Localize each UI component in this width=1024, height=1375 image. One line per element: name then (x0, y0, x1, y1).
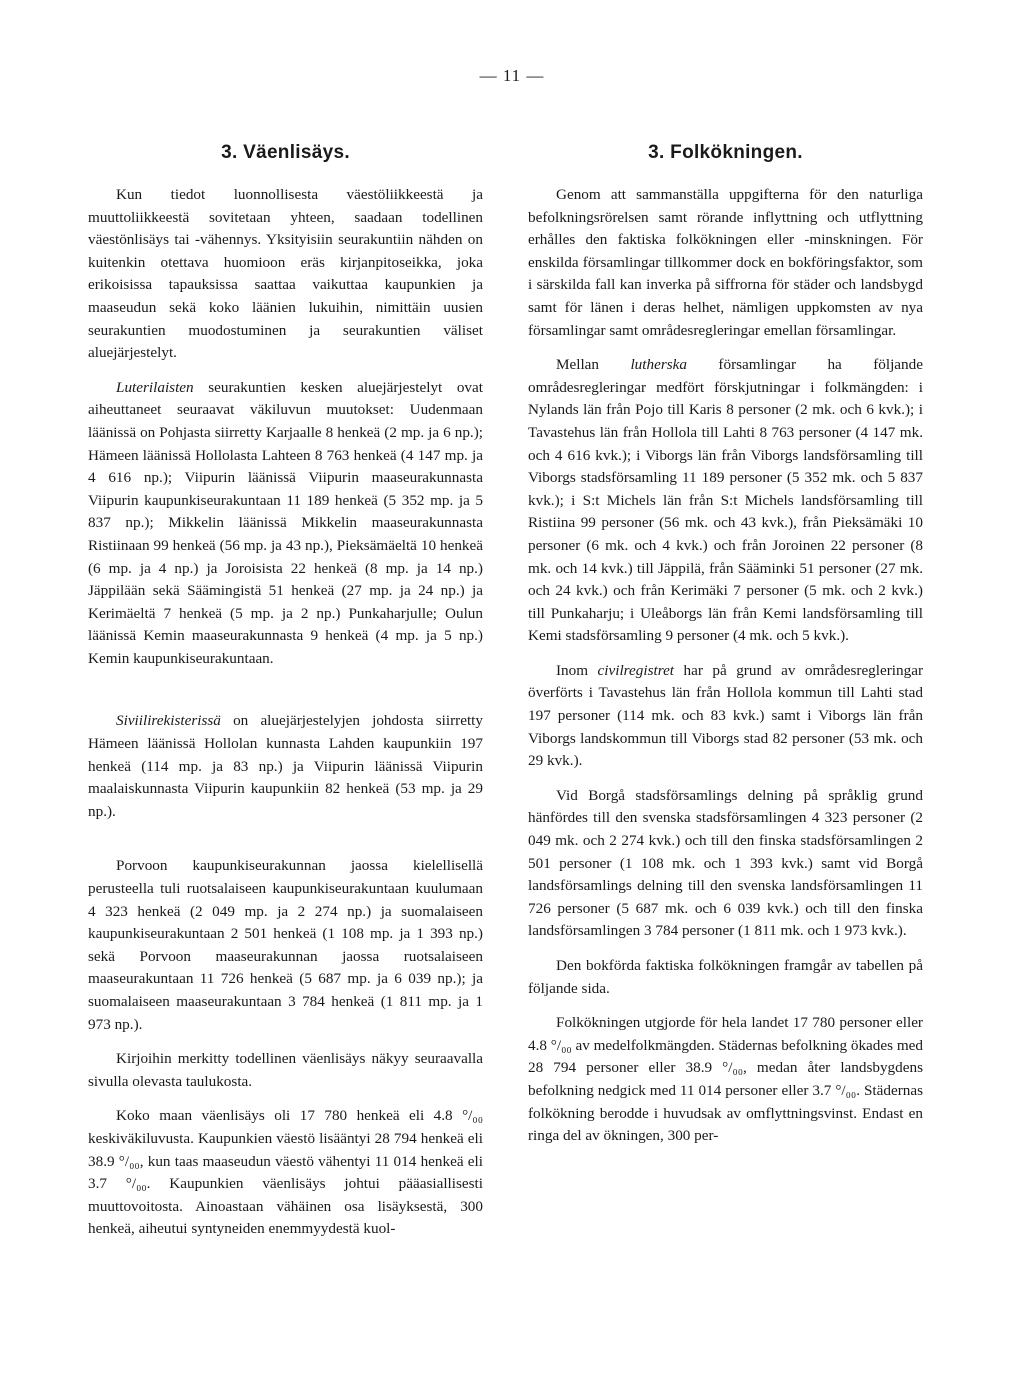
swedish-paragraph-2-pre: Mellan (556, 356, 631, 374)
finnish-column (88, 142, 483, 1241)
finnish-lead-luterilaisten: Luterilaisten (116, 378, 194, 396)
swedish-paragraph-3-text: har på grund av områdesregleringar överförts i Tavastehus län från Hollola kommun till Lahti stad 197 personer (114 mk. och 83 kvk.) samt i Viborgs län från Viborgs landskommun till Viborgs stad 82 personer (53 mk. och 29 kvk.). (528, 661, 924, 770)
finnish-paragraph-3 (88, 710, 483, 823)
swedish-paragraph-3-pre: Inom (556, 661, 598, 679)
finnish-paragraph-5: Kirjoihin merkitty todellinen väenlisäys näkyy seuraavalla sivulla olevasta taulukosta. (88, 1050, 483, 1090)
swedish-paragraph-2-text: församlingar ha följande områdesregleringar medfört förskjutningar i folkmängden: i Nylands län från Pojo till Karis 8 personer (2 mk. och 6 kvk.); i Tavastehus län från Hollola till Lahti 8 763 personer (4 147 mk. och 4 616 kvk.); i Viborgs län från Viborgs landsförsamling till Viborgs stadsförsamling 11 189 personer (5 352 mk. och 5 837 kvk.); i S:t Michels län från S:t Michels landsförsamling till Ristiina 99 personer (56 mk. och 43 kvk.), från Pieksämäki 10 personer (6 mk. och 4 kvk.) och från Joroinen 22 personer (8 mk. och 14 kvk.) till Jäppilä, från Sääminki 51 personer (27 mk. och 24 kvk.) och från Kerimäki 7 personer (5 mk. och 2 kvk.) till Punkaharju; i Uleåborgs län från Kemi landsförsamling till Kemi stadsförsamling 9 personer (4 mk. och 5 kvk.). (528, 356, 923, 645)
swedish-paragraph-1: Genom att sammanställa uppgifterna för den naturliga befolkningsrörelsen samt rörande inflyttning och utflyttning erhålles den faktiska folkökningen eller -minskningen. För enskilda församlingar tillkommer dock en bokföringsfaktor, som i särskilda fall kan inverka på siffrorna för städer och landsbygd samt för länen i deras helhet, nämligen uppkomsten av nya församlingar samt områdesregleringar emellan församlingar. (528, 186, 923, 339)
swedish-paragraph-4: Vid Borgå stadsförsamlings delning på språklig grund hänfördes till den svenska stadsförsamlingen 4 323 personer (2 049 mk. och 2 274 kvk.) och till den finska stadsförsamlingen 2 501 personer (1 108 mk. och 1 393 kvk.) samt vid Borgå landsförsamlings delning till den svenska landsförsamlingen 11 726 personer (5 687 mk. och 6 039 kvk.) och till den finska landsförsamlingen 3 784 personer (1 811 mk. och 1 973 kvk.). (528, 786, 923, 940)
finnish-heading: 3. Väenlisäys. (221, 142, 350, 163)
finnish-paragraph-6: Koko maan väenlisäys oli 17 780 henkeä eli 4.8 °/₀₀ keskiväkiluvusta. Kaupunkien väestö lisääntyi 28 794 henkeä eli 38.9 °/₀₀, kun taas maaseudun väestö vähentyi 11 014 henkeä eli 3.7 °/₀₀. Kaupunkien väenlisäys johtui pääasiallisesti muuttovoitosta. Ainoastaan vähäinen osa lisäyksestä, 300 henkeä, aiheutui syntyneiden enemmyydestä kuol- (88, 1107, 483, 1238)
finnish-lead-siviilirekisterissa: Siviilirekisterissä (116, 712, 221, 730)
finnish-paragraph-3-text: on aluejärjestelyjen johdosta siirretty Hämeen läänissä Hollolan kunnasta Lahden kaupunkiin 197 henkeä (114 mp. ja 83 np.) ja Viipurin läänissä Viipurin maalaiskunnasta Viipurin kaupunkiin 82 henkeä (53 mp. ja 29 np.). (88, 712, 483, 820)
finnish-paragraph-1: Kun tiedot luonnollisesta väestöliikkeestä ja muuttoliikkeestä sovitetaan yhteen, saadaan todellinen väestönlisäys tai -vähennys. Yksityisiin seurakuntiin nähden on kuitenkin otettava huomioon eräs kirjanpitoseikka, joka erikoisissa tapauksissa saattaa vaikuttaa kaupunkien ja maaseudun sekä koko läänien lukuihin, nimittäin uusien seurakuntien muodostuminen ja seurakuntien väliset aluejärjestelyt. (88, 186, 483, 362)
swedish-paragraph-3 (528, 660, 923, 773)
finnish-paragraph-2-text: seurakuntien kesken aluejärjestelyt ovat aiheuttaneet seuraavat väkiluvun muutokset: Uudenmaan läänissä on Pohjasta siirretty Karjaalle 8 henkeä (2 mp. ja 6 np.); Hämeen läänissä Hollolasta Lahteen 8 763 henkeä (4 147 mp. ja 4 616 np.); Viipurin läänissä Viipurin maaseurakunnasta Viipurin kaupunkiseurakuntaan 11 189 henkeä (5 352 mp. ja 5 837 np.); Mikkelin läänissä Mikkelin maaseurakunnasta Ristiinaan 99 henkeä (56 mp. ja 43 np.), Pieksämäeltä 10 henkeä (6 mp. ja 4 np.) ja Joroisista 22 henkeä (8 mp. ja 14 np.) Jäppilään sekä Säämingistä 51 henkeä (27 mp. ja 24 np.) ja Kerimäeltä 7 henkeä (5 mp. ja 2 np.) Punkaharjulle; Oulun läänissä Kemin maaseurakunnasta 9 henkeä (4 mp. ja 5 np.) Kemin kaupunkiseurakuntaan. (88, 378, 483, 667)
swedish-column (528, 142, 923, 1148)
swedish-heading: 3. Folkökningen. (648, 142, 803, 163)
page-number: — 11 — (479, 66, 545, 85)
swedish-paragraph-2 (528, 354, 923, 648)
finnish-paragraph-4: Porvoon kaupunkiseurakunnan jaossa kielellisellä perusteella tuli ruotsalaiseen kaupunkiseurakuntaan kuulumaan 4 323 henkeä (2 049 mp. ja 2 274 np.) ja suomalaiseen kaupunkiseurakuntaan 2 501 henkeä (1 108 mp. ja 1 393 np.) sekä Porvoon maaseurakunnan jaossa ruotsalaiseen maaseurakuntaan 11 726 henkeä (5 687 mp. ja 6 039 np.); ja suomalaiseen maaseurakuntaan 3 784 henkeä (1 811 mp. ja 1 973 np.). (88, 857, 483, 1033)
finnish-paragraph-2 (88, 377, 483, 671)
swedish-lead-lutherska: lutherska (630, 356, 687, 374)
swedish-paragraph-6: Folkökningen utgjorde för hela landet 17 780 personer eller 4.8 °/₀₀ av medelfolkmängden. Städernas befolkning ökades med 28 794 personer eller 38.9 °/₀₀, medan åter landsbygdens befolkning nedgick med 11 014 personer eller 3.7 °/₀₀. Städernas folkökning berodde i huvudsak av omflyttningsvinst. Endast en ringa del av ökningen, 300 per- (528, 1014, 923, 1145)
swedish-paragraph-5: Den bokförda faktiska folkökningen framgår av tabellen på följande sida. (528, 957, 923, 997)
swedish-lead-civilregistret: civilregistret (597, 661, 675, 679)
